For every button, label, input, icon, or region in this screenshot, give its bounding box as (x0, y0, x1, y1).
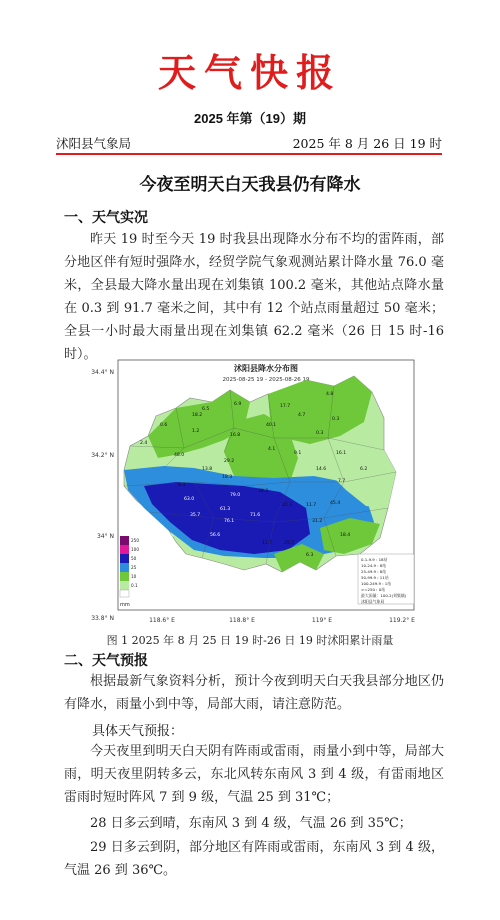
red-rule (56, 153, 442, 155)
headline: 今夜至明天白天我县仍有降水 (139, 175, 361, 195)
precipitation-map (84, 358, 430, 630)
legend-swatch (120, 536, 129, 545)
legend-value: 0.1 (131, 583, 138, 588)
legend-unit: mm (120, 602, 130, 608)
station-value: 48.0 (174, 453, 185, 458)
lon-label: 119.2° E (389, 617, 415, 624)
station-value: 79.0 (230, 493, 241, 498)
station-value: 31.2 (312, 519, 323, 524)
station-value: 30.3 (258, 489, 269, 494)
station-value: 45.4 (330, 501, 341, 506)
station-value: 9.1 (294, 451, 302, 456)
section2-title: 二、天气预报 (64, 653, 148, 669)
legend-swatch (120, 581, 129, 590)
stats-line: 最大雨量：100.2(刘集镇) (361, 593, 407, 598)
station-value: 13.8 (202, 467, 213, 472)
station-value: 6.2 (360, 467, 368, 472)
station-value: 18.4 (340, 533, 351, 538)
station-value: 11.7 (306, 503, 317, 508)
station-value: 6.5 (202, 407, 210, 412)
stats-line: 50-99.9 : 11站 (361, 575, 389, 580)
station-value: 16.8 (230, 433, 241, 438)
station-value: 61.3 (220, 507, 231, 512)
station-value: 8.3 (178, 483, 186, 488)
legend-swatch (120, 563, 129, 572)
lon-label: 118.8° E (229, 617, 255, 624)
legend-swatch (120, 590, 129, 597)
stats-line: 0.1-9.9 : 18站 (361, 557, 388, 562)
station-value: 2.4 (140, 441, 148, 446)
station-value: 0.3 (316, 431, 324, 436)
lat-label: 34° N (96, 533, 114, 540)
lat-label: 34.2° N (91, 452, 114, 459)
map-subtitle: 2025-08-25 19 - 2025-08-26 19 (222, 377, 310, 383)
station-value: 6.3 (306, 553, 314, 558)
station-value: 18.3 (222, 475, 233, 480)
station-value: 7.7 (338, 479, 346, 484)
map-svg (84, 358, 430, 630)
forecast-line-3: 29 日多云到阴，部分地区有阵雨或雷雨，东南风 3 到 4 级，气温 26 到 36℃。 (64, 840, 444, 878)
masthead-title: 天气快报 (157, 50, 342, 95)
forecast-subtitle: 具体天气预报： (92, 724, 184, 739)
meta-row (56, 134, 442, 152)
station-value: 63.0 (184, 497, 195, 502)
issuer: 沭阳县气象局 (56, 136, 132, 151)
stats-line: 10-24.9 : 8站 (361, 563, 387, 568)
legend-swatch (120, 554, 129, 563)
map-title: 沭阳县降水分布图 (234, 364, 298, 373)
stats-line: 100-249.9 : 1站 (361, 581, 392, 586)
legend-value: 100 (131, 547, 139, 552)
station-value: 71.6 (250, 513, 261, 518)
station-value: 25.7 (284, 541, 295, 546)
forecast-line-2: 28 日多云到晴，东南风 3 到 4 级，气温 26 到 35℃； (90, 816, 412, 831)
station-value: 56.6 (210, 533, 221, 538)
station-value: 29.2 (224, 459, 235, 464)
station-value: 4.8 (326, 392, 334, 397)
stats-line: 25-49.9 : 8站 (361, 569, 387, 574)
legend-value: 250 (131, 538, 139, 543)
section1-body: 昨天 19 时至今天 19 时我县出现降水分布不均的雷阵雨，部分地区伴有短时强降水，经贸学院气象观测站累计降水量 76.0 毫米，全县最大降水量出现在刘集镇 100.2 毫米，其他站点降水量在 0.3 到 91.7 毫米之间，其中有 12 个站点雨量超过 50 毫米；全县一小时最大雨量出现在刘集镇 62.2 毫米（26 日 15 时-16 时）。 (64, 232, 444, 362)
station-value: 1.2 (192, 429, 200, 434)
station-value: 0.6 (160, 423, 168, 428)
figure-caption: 图 1 2025 年 8 月 25 日 19 时-26 日 19 时沭阳累计雨量 (106, 634, 394, 647)
lat-label: 33.8° N (91, 615, 114, 622)
station-value: 4.1 (268, 447, 276, 452)
forecast-line-1: 今天夜里到明天白天阴有阵雨或雷雨，雨量小到中等，局部大雨，明天夜里阴转多云，东北风转东南风 3 到 4 级，有雷雨地区雷雨时短时阵风 7 到 9 级，气温 25 到 31℃； (64, 744, 444, 805)
lon-label: 118.6° E (149, 617, 175, 624)
station-value: 4.7 (298, 413, 306, 418)
station-value: 0.3 (332, 417, 340, 422)
stats-box (358, 554, 414, 604)
station-value: 16.1 (336, 451, 347, 456)
station-value: 18.2 (192, 413, 203, 418)
lat-label: 34.4° N (91, 369, 114, 376)
legend-value: 10 (131, 574, 137, 579)
station-value: 14.6 (316, 467, 327, 472)
station-value: 40.1 (266, 423, 277, 428)
stats-line: >=250 : 0站 (361, 587, 386, 592)
station-value: 100.2 (160, 535, 174, 540)
legend-value: 25 (131, 565, 137, 570)
legend-swatch (120, 572, 129, 581)
lon-label: 119° E (311, 617, 333, 624)
station-value: 6.9 (234, 402, 242, 407)
station-value: 76.1 (224, 519, 235, 524)
legend-swatch (120, 545, 129, 554)
station-value: 35.7 (190, 513, 201, 518)
section2-body: 根据最新气象资料分析，预计今夜到明天白天我县部分地区仍有降水，雨量小到中等，局部大雨，请注意防范。 (64, 674, 444, 712)
station-value: 11.7 (262, 541, 273, 546)
legend-value: 50 (131, 556, 137, 561)
issue-number: 2025 年第（19）期 (194, 111, 306, 126)
section1-title: 一、天气实况 (64, 210, 148, 226)
issue-datetime: 2025 年 8 月 26 日 19 时 (292, 136, 442, 151)
station-value: 17.7 (280, 404, 291, 409)
station-value: 22.3 (282, 503, 293, 508)
stats-source: 沭阳县气象局 (361, 599, 385, 604)
